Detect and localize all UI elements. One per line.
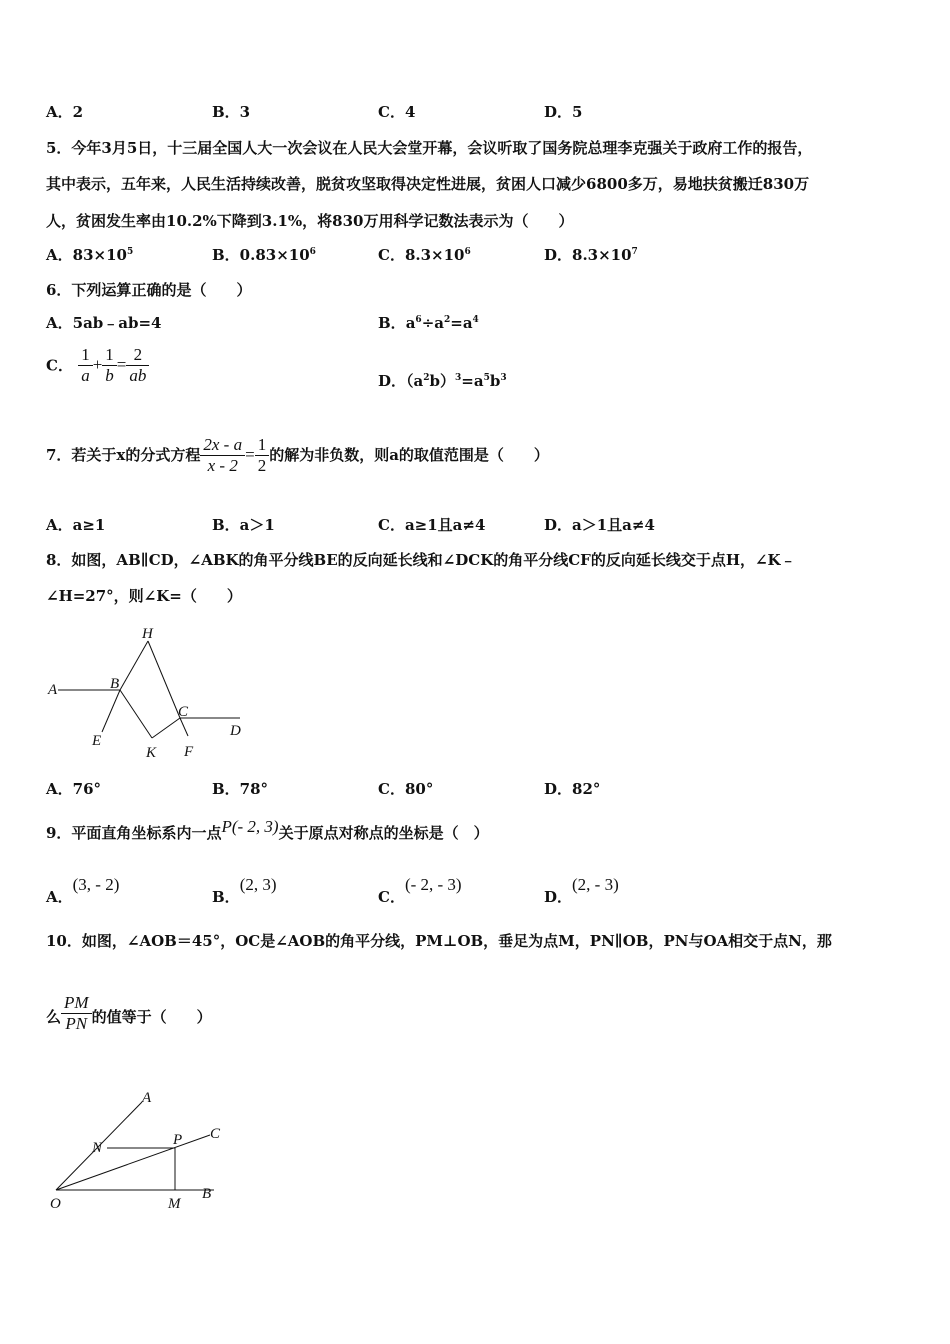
q8-option-a: A．76° [46,780,102,798]
line-ck [152,718,180,738]
label-c: C [178,704,189,720]
q7-equation: $\frac{2x - a}{x - 2}$ = $\frac{1}{2}$ [200,444,269,463]
q6-stem: 6．下列运算正确的是（ ） [46,281,252,299]
label-e: E [92,733,102,749]
q9-option-b: B．(2, 3) [212,875,277,906]
q6-option-c: C． $\frac{1}{a}$ + $\frac{1}{b}$ = $\frac{2}{ab}$ [46,345,149,386]
label-h: H [142,626,153,642]
label-b: B [110,676,120,692]
q7-option-c: C．a≥1且a≠4 [378,516,486,534]
q8-stem-line-1: 8．如图，AB∥CD，∠ABK的角平分线BE的反向延长线和∠DCK的角平分线CF的反向延长线交于点H，∠K﹣ [46,551,796,569]
label-d: D [230,723,241,739]
q9-option-d: D．(2, - 3) [544,875,619,906]
line-oc [56,1135,210,1190]
q7-option-a: A．a≥1 [46,516,106,534]
label-k: K [146,745,157,761]
q4-option-a: A．2 [46,103,84,121]
q8-option-c: C．80° [378,780,434,798]
q10-figure [40,1080,240,1220]
q6-option-a: A．5ab﹣ab=4 [46,314,162,332]
label-a: A [48,682,58,698]
q7-stem: 7．若关于x的分式方程 $\frac{2x - a}{x - 2}$ = $\frac{1}{2}$ 的解为非负数，则a的取值范围是（ ） [46,434,549,475]
label-b: B [202,1186,212,1202]
label-o: O [50,1196,61,1212]
label-m: M [168,1196,181,1212]
label-a: A [142,1090,152,1106]
q5-stem-line-1: 5．今年3月5日，十三届全国人大一次会议在人民大会堂开幕，会议听取了国务院总理李克强关于政府工作的报告， [46,139,813,157]
q9-option-c: C．(- 2, - 3) [378,875,462,906]
q4-option-b: B．3 [212,103,251,121]
q8-option-b: B．78° [212,780,269,798]
label-c: C [210,1126,221,1142]
q7-option-d: D．a＞1且a≠4 [544,516,655,534]
q5-option-d: D．$8.3\times 10^7$ [544,246,638,264]
q4-option-c: C．4 [378,103,416,121]
q5-stem-line-3: 人，贫困发生率由10.2%下降到3.1%，将830万用科学记数法表示为（ ） [46,212,574,230]
q9-option-a: A．(3, - 2) [46,875,120,906]
q5-option-c: C．$8.3\times 10^6$ [378,246,471,264]
q6-option-b: B．$a^6\div a^2=a^4$ [378,314,479,332]
label-p: P [173,1132,183,1148]
line-cf [180,718,188,736]
line-hc [148,641,180,718]
line-hb [120,641,148,690]
q8-figure [40,620,260,765]
line-be [102,690,120,732]
q5-stem-line-2: 其中表示，五年来，人民生活持续改善，脱贫攻坚取得决定性进展，贫困人口减少6800多万，易地扶贫搬迁830万 [46,175,810,193]
q4-option-d: D．5 [544,103,583,121]
q9-point: P(- 2, 3) [221,817,279,836]
q10-stem-line-2: 么 $\frac{PM}{PN}$ 的值等于（ ） [46,992,212,1033]
line-bk [120,690,152,738]
q5-option-a: A．$83\times 10^5$ [46,246,134,264]
q6-option-d: D．$(a^2b)^3=a^5b^3$ [378,372,507,390]
q10-stem-line-1: 10．如图，∠AOB＝45°，OC是∠AOB的角平分线，PM⊥OB，垂足为点M，PN∥OB，PN与OA相交于点N，那 [46,932,832,950]
label-n: N [92,1140,103,1156]
q8-stem-line-2: ∠H=27°，则∠K=（ ） [46,587,242,605]
q5-option-b: B．$0.83\times 10^6$ [212,246,316,264]
q9-stem: 9．平面直角坐标系内一点P(- 2, 3)关于原点对称点的坐标是（ ） [46,817,489,842]
q7-option-b: B．a＞1 [212,516,275,534]
label-f: F [184,744,194,760]
q8-option-d: D．82° [544,780,601,798]
